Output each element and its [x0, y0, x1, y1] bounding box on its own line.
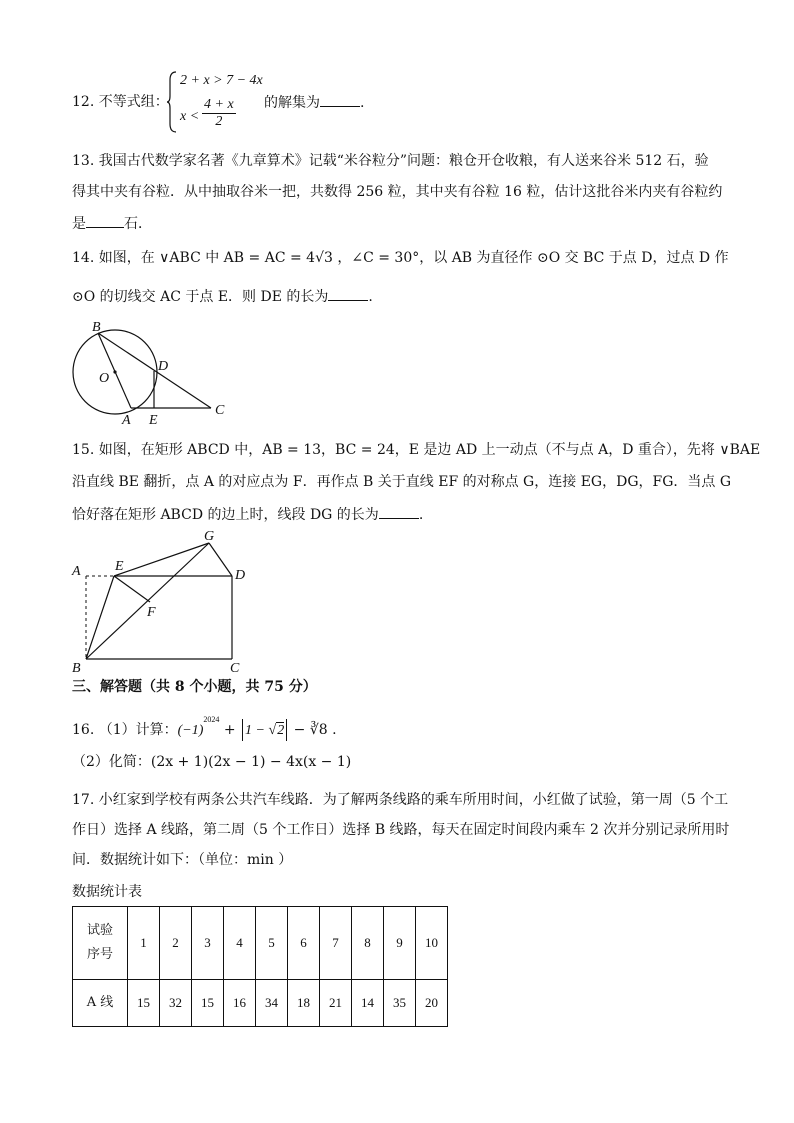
- table-cell: 16: [224, 980, 256, 1027]
- center-point: [113, 370, 116, 373]
- q12-fraction-numerator: 4 + x: [204, 97, 234, 112]
- figure-15: [64, 526, 260, 676]
- q17-line3: 间．数据统计如下：（单位：min ）: [72, 852, 293, 868]
- table-cell: 4: [224, 907, 256, 980]
- table-cell: 21: [320, 980, 352, 1027]
- table-cell: 14: [352, 980, 384, 1027]
- table-cell: 35: [384, 980, 416, 1027]
- table-cell: 10: [416, 907, 448, 980]
- table-cell: 7: [320, 907, 352, 980]
- q12-fraction-denominator: 2: [215, 114, 223, 129]
- segment-bg: [86, 543, 209, 659]
- segment-eg: [114, 543, 209, 576]
- q12-brace: [166, 70, 178, 134]
- answer-blank: [320, 92, 360, 107]
- label-g: G: [204, 529, 215, 544]
- label-o: O: [99, 371, 110, 386]
- label-a: A: [72, 564, 81, 579]
- label-e: E: [149, 413, 158, 428]
- q16-part1: 16. （1）计算：$(-1)^{2024} + 1 - √2$ − ∛8 .: [72, 710, 337, 741]
- q15-line2: 沿直线 BE 翻折，点 A 的对应点为 F．再作点 B 关于直线 EF 的对称点 G，连接 EG，DG，FG．当点 G: [72, 474, 732, 490]
- table-cell: 1: [128, 907, 160, 980]
- figure-14: [64, 316, 234, 430]
- table-cell: 2: [160, 907, 192, 980]
- table-cell: 5: [256, 907, 288, 980]
- label-c: C: [230, 661, 240, 676]
- q17-line2: 作日）选择 A 线路，第二周（5 个工作日）选择 B 线路，每天在固定时间段内乘车 2 次并分别记录所用时: [72, 822, 730, 838]
- table-cell: 8: [352, 907, 384, 980]
- table-cell: 15: [192, 980, 224, 1027]
- q12-fraction: [202, 97, 236, 130]
- table-row: [73, 907, 448, 980]
- label-b: B: [92, 320, 101, 335]
- q13-line3: 是 石．: [72, 213, 152, 234]
- q12-prefix: 12. 不等式组：: [72, 94, 169, 110]
- label-b: B: [72, 661, 81, 676]
- table-cell: 6: [288, 907, 320, 980]
- label-e: E: [115, 559, 124, 574]
- label-f: F: [147, 605, 156, 620]
- table-cell: 3: [192, 907, 224, 980]
- table-cell: 34: [256, 980, 288, 1027]
- table-header-cell: 试验 序号: [73, 907, 128, 980]
- table-cell: 32: [160, 980, 192, 1027]
- label-d: D: [235, 568, 246, 583]
- q15-line3: 恰好落在矩形 ABCD 的边上时，线段 DG 的长为 .: [72, 504, 423, 525]
- label-d: D: [158, 359, 169, 374]
- q15-line1: 15. 如图，在矩形 ABCD 中，AB = 13，BC = 24，E 是边 AD 上一动点（不与点 A，D 重合），先将 ∨BAE: [72, 442, 761, 458]
- label-c: C: [215, 403, 225, 418]
- section-heading: 三、解答题（共 8 个小题，共 75 分）: [72, 679, 317, 695]
- q12-ineq1: 2 + x > 7 − 4x: [180, 73, 263, 88]
- table-caption: 数据统计表: [72, 884, 142, 900]
- q13-line1: 13. 我国古代数学家名著《九章算术》记载“米谷粒分”问题：粮仓开仓收粮，有人送来谷米 512 石，验: [72, 153, 709, 169]
- table-row-label: A 线: [73, 980, 128, 1027]
- table-row: [73, 980, 448, 1027]
- q13-line2: 得其中夹有谷粒．从中抽取谷米一把，共数得 256 粒，其中夹有谷粒 16 粒，估计这批谷米内夹有谷粒约: [72, 184, 723, 200]
- table-cell: 9: [384, 907, 416, 980]
- q16-part2: （2）化简：(2x + 1)(2x − 1) − 4x(x − 1): [72, 754, 352, 770]
- answer-blank: [86, 213, 124, 228]
- label-a: A: [122, 413, 131, 428]
- answer-blank: [379, 504, 419, 519]
- answer-blank: [328, 286, 368, 301]
- q14-line1: 14. 如图，在 ∨ABC 中 AB = AC = 4√3 ，∠C = 30°，以 AB 为直径作 ⊙O 交 BC 于点 D，过点 D 作: [72, 250, 729, 266]
- table-cell: 18: [288, 980, 320, 1027]
- segment-dg: [209, 543, 232, 576]
- segment-ef: [114, 576, 150, 602]
- table-cell: 15: [128, 980, 160, 1027]
- q12-ineq2-lhs: x <: [180, 109, 200, 124]
- q17-line1: 17. 小红家到学校有两条公共汽车线路．为了解两条线路的乘车所用时间，小红做了试验，第一周（5 个工: [72, 792, 729, 808]
- q12-suffix: 的解集为 .: [264, 92, 364, 113]
- q14-line2: ⊙O 的切线交 AC 于点 E．则 DE 的长为 .: [72, 286, 373, 307]
- table-cell: 20: [416, 980, 448, 1027]
- data-table: [72, 906, 448, 1027]
